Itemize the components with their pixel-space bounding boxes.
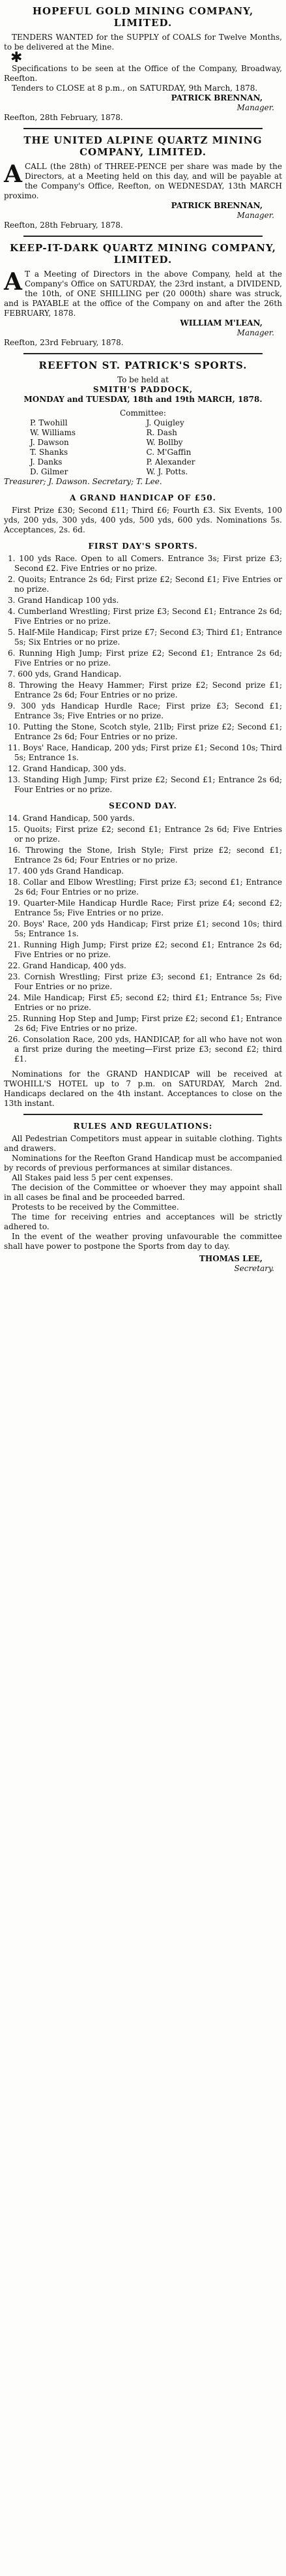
keep-it-dark-ad xyxy=(4,242,282,348)
venue: SMITH'S PADDOCK, xyxy=(93,385,193,394)
rule-item: All Pedestrian Competitors must appear in suitable clothing. Tights and drawers. xyxy=(4,1134,282,1153)
intro-line: To be held at xyxy=(117,375,169,384)
drop-cap: A xyxy=(4,161,22,188)
newspaper-column xyxy=(0,0,286,1276)
nominations-note: Nominations for the GRAND HANDICAP will be received at TWOHILL'S HOTEL up to 7 p.m. on SATURDAY, March 2nd. Handicaps declared on the 4th instant. Acceptances to close on the 13th instant. xyxy=(4,1069,282,1108)
committee-member: T. Shanks xyxy=(30,448,68,457)
event-item: 2. Quoits; Entrance 2s 6d; First prize £2; Second £1; Five Entries or no prize. xyxy=(8,575,282,594)
ad-date: Reefton, 28th February, 1878. xyxy=(4,221,123,230)
committee-list xyxy=(4,418,282,477)
ad-signer: PATRICK BRENNAN, xyxy=(171,93,263,102)
event-item: 6. Running High Jump; First prize £2; Second £1; Entrance 2s 6d; Five Entries or no prize. xyxy=(8,649,282,667)
event-item: 4. Cumberland Wrestling; First prize £3; Second £1; Entrance 2s 6d; Five Entries or no prize. xyxy=(8,607,282,626)
ad-role: Manager. xyxy=(236,103,274,112)
event-item: 24. Mile Handicap; First £5; second £2; third £1; Entrance 5s; Five Entries or no prize. xyxy=(8,993,282,1012)
ad-signer: PATRICK BRENNAN, xyxy=(171,201,263,210)
event-item: 20. Boys' Race, 200 yds Handicap; First prize £1; second 10s; third 5s; Entrance 1s. xyxy=(8,919,282,938)
ad-title: THE UNITED ALPINE QUARTZ MINING COMPANY, LIMITED. xyxy=(23,134,263,158)
committee-member: W. J. Potts. xyxy=(146,467,188,476)
rule-item: All Stakes paid less 5 per cent expenses. xyxy=(12,1173,173,1182)
rule-item: The time for receiving entries and acceptances will be strictly adhered to. xyxy=(4,1212,282,1231)
event-item: 1. 100 yds Race. Open to all Comers. Entrance 3s; First prize £3; Second £2. Five Entries or no prize. xyxy=(8,554,282,573)
united-alpine-ad xyxy=(4,134,282,230)
event-item: 13. Standing High Jump; First prize £2; Second £1; Entrance 2s 6d; Four Entries or no prize. xyxy=(8,775,282,794)
event-item: 3. Grand Handicap 100 yds. xyxy=(8,596,119,605)
event-item: 16. Throwing the Stone, Irish Style; First prize £2; second £1; Entrance 2s 6d; Four Entries or no prize. xyxy=(8,846,282,865)
first-day-events xyxy=(4,554,282,795)
event-item: 14. Grand Handicap, 500 yards. xyxy=(8,814,135,823)
committee-member: C. M'Gaffin xyxy=(146,448,192,457)
ad-body: CALL (the 28th) of THREE-PENCE per share was made by the Directors, at a Meeting held on this day, and will be payable at the Company's Office, Reefton, on WEDNESDAY, 13th MARCH proximo. xyxy=(4,162,282,200)
ad-spec: Specifications to be seen at the Office of the Company, Broadway, Reefton. xyxy=(4,64,282,83)
ad-signer: THOMAS LEE, xyxy=(199,1254,263,1263)
divider xyxy=(23,128,263,129)
event-item: 12. Grand Handicap, 300 yds. xyxy=(8,764,126,773)
committee-member: P. Twohill xyxy=(30,418,68,427)
event-item: 18. Collar and Elbow Wrestling; First prize £3; second £1; Entrance 2s 6d; Four Entries or no prize. xyxy=(8,878,282,897)
event-item: 8. Throwing the Heavy Hammer; First prize £2; Second prize £1; Entrance 2s 6d; Four Entries or no prize. xyxy=(8,681,282,699)
rules-list xyxy=(4,1134,282,1251)
ad-title: REEFTON ST. PATRICK'S SPORTS. xyxy=(38,360,248,371)
committee-member: W. Bollby xyxy=(146,438,183,447)
hopeful-gold-mining-ad xyxy=(4,5,282,123)
divider xyxy=(23,1114,263,1115)
rules-title: RULES AND REGULATIONS: xyxy=(73,1122,213,1131)
committee-label: Committee: xyxy=(120,408,166,418)
ad-date: Reefton, 28th February, 1878. xyxy=(4,113,123,122)
event-item: 11. Boys' Race, Handicap, 200 yds; First prize £1; Second 10s; Third 5s; Entrance 1s. xyxy=(8,743,282,762)
event-item: 25. Running Hop Step and Jump; First prize £2; second £1; Entrance 2s 6d; Five Entries or no prize. xyxy=(8,1014,282,1033)
ad-role: Secretary. xyxy=(234,1264,274,1273)
drop-cap: A xyxy=(4,268,22,296)
event-item: 17. 400 yds Grand Handicap. xyxy=(8,866,124,876)
committee-member: P. Alexander xyxy=(146,457,195,467)
ad-role: Manager. xyxy=(236,211,274,220)
event-item: 15. Quoits; First prize £2; second £1; Entrance 2s 6d; Five Entries or no prize. xyxy=(8,825,282,844)
committee-member: W. Williams xyxy=(30,428,76,437)
asterisk-icon: ✱ xyxy=(10,50,23,66)
ad-role: Manager. xyxy=(236,328,274,337)
ad-signer: WILLIAM M'LEAN, xyxy=(180,318,263,328)
divider xyxy=(23,353,263,354)
rule-item: Nominations for the Reefton Grand Handicap must be accompanied by records of previous performances at similar distances. xyxy=(4,1154,282,1173)
rule-item: The decision of the Committee or whoever they may appoint shall in all cases be final and be proceeded barred. xyxy=(4,1183,282,1202)
event-item: 26. Consolation Race, 200 yds, HANDICAP, for all who have not won a first prize during the meeting—First prize £3; second £2; third £1. xyxy=(8,1035,282,1064)
ad-title: HOPEFUL GOLD MINING COMPANY, LIMITED. xyxy=(32,5,254,29)
second-day-events xyxy=(4,814,282,1064)
grand-handicap-title: A GRAND HANDICAP OF £50. xyxy=(70,493,216,502)
grand-handicap-body: First Prize £30; Second £11; Third £6; Fourth £3. Six Events, 100 yds, 200 yds, 300 yds, 400 yds, 500 yds, 600 yds. Nominations 5s. Acceptances, 2s. 6d. xyxy=(4,506,282,534)
st-patricks-sports-ad xyxy=(4,360,282,1274)
officers: Treasurer; J. Dawson. Secretary; T. Lee. xyxy=(4,477,162,486)
event-item: 9. 300 yds Handicap Hurdle Race; First prize £3; Second £1; Entrance 3s; Five Entries or no prize. xyxy=(8,701,282,720)
divider xyxy=(23,236,263,237)
event-item: 7. 600 yds, Grand Handicap. xyxy=(8,669,122,679)
rule-item: Protests to be received by the Committee. xyxy=(12,1203,179,1212)
event-item: 10. Putting the Stone, Scotch style, 21lb; First prize £2; Second £1; Entrance 2s 6d; Four Entries or no prize. xyxy=(8,722,282,741)
ad-body: TENDERS WANTED for the SUPPLY of COALS for Twelve Months, to be delivered at the Mine. xyxy=(4,33,282,52)
event-item: 23. Cornish Wrestling; First prize £3; second £1; Entrance 2s 6d; Four Entries or no prize. xyxy=(8,972,282,991)
committee-member: J. Danks xyxy=(30,457,63,467)
first-day-title: FIRST DAY'S SPORTS. xyxy=(88,542,198,551)
event-item: 21. Running High Jump; First prize £2; second £1; Entrance 2s 6d; Five Entries or no prize. xyxy=(8,940,282,959)
event-item: 5. Half-Mile Handicap; First prize £7; Second £3; Third £1; Entrance 5s; Six Entries or no prize. xyxy=(8,628,282,647)
rule-item: In the event of the weather proving unfavourable the committee shall have power to postpone the Sports from day to day. xyxy=(4,1232,282,1251)
ad-close: Tenders to CLOSE at 8 p.m., on SATURDAY, 9th March, 1878. xyxy=(12,84,258,93)
second-day-title: SECOND DAY. xyxy=(109,801,177,810)
committee-member: D. Gilmer xyxy=(30,467,68,476)
event-item: 19. Quarter-Mile Handicap Hurdle Race; First prize £4; second £2; Entrance 5s; Five Entries or no prize. xyxy=(8,898,282,917)
ad-title: KEEP-IT-DARK QUARTZ MINING COMPANY, LIMITED. xyxy=(10,242,276,266)
committee-member: J. Quigley xyxy=(146,418,184,427)
committee-member: R. Dash xyxy=(146,428,177,437)
event-item: 22. Grand Handicap, 400 yds. xyxy=(8,961,126,970)
ad-body: T a Meeting of Directors in the above Company, held at the Company's Office on SATURDAY, the 23rd instant, a DIVIDEND, the 10th, of ONE SHILLING per (20 000th) share was struck, and is PAYABLE at the office of the Company on and after the 26th FEBRUARY, 1878. xyxy=(4,269,282,318)
committee-member: J. Dawson xyxy=(30,438,69,447)
dates: MONDAY and TUESDAY, 18th and 19th MARCH, 1878. xyxy=(23,395,263,404)
ad-date: Reefton, 23rd February, 1878. xyxy=(4,338,124,347)
